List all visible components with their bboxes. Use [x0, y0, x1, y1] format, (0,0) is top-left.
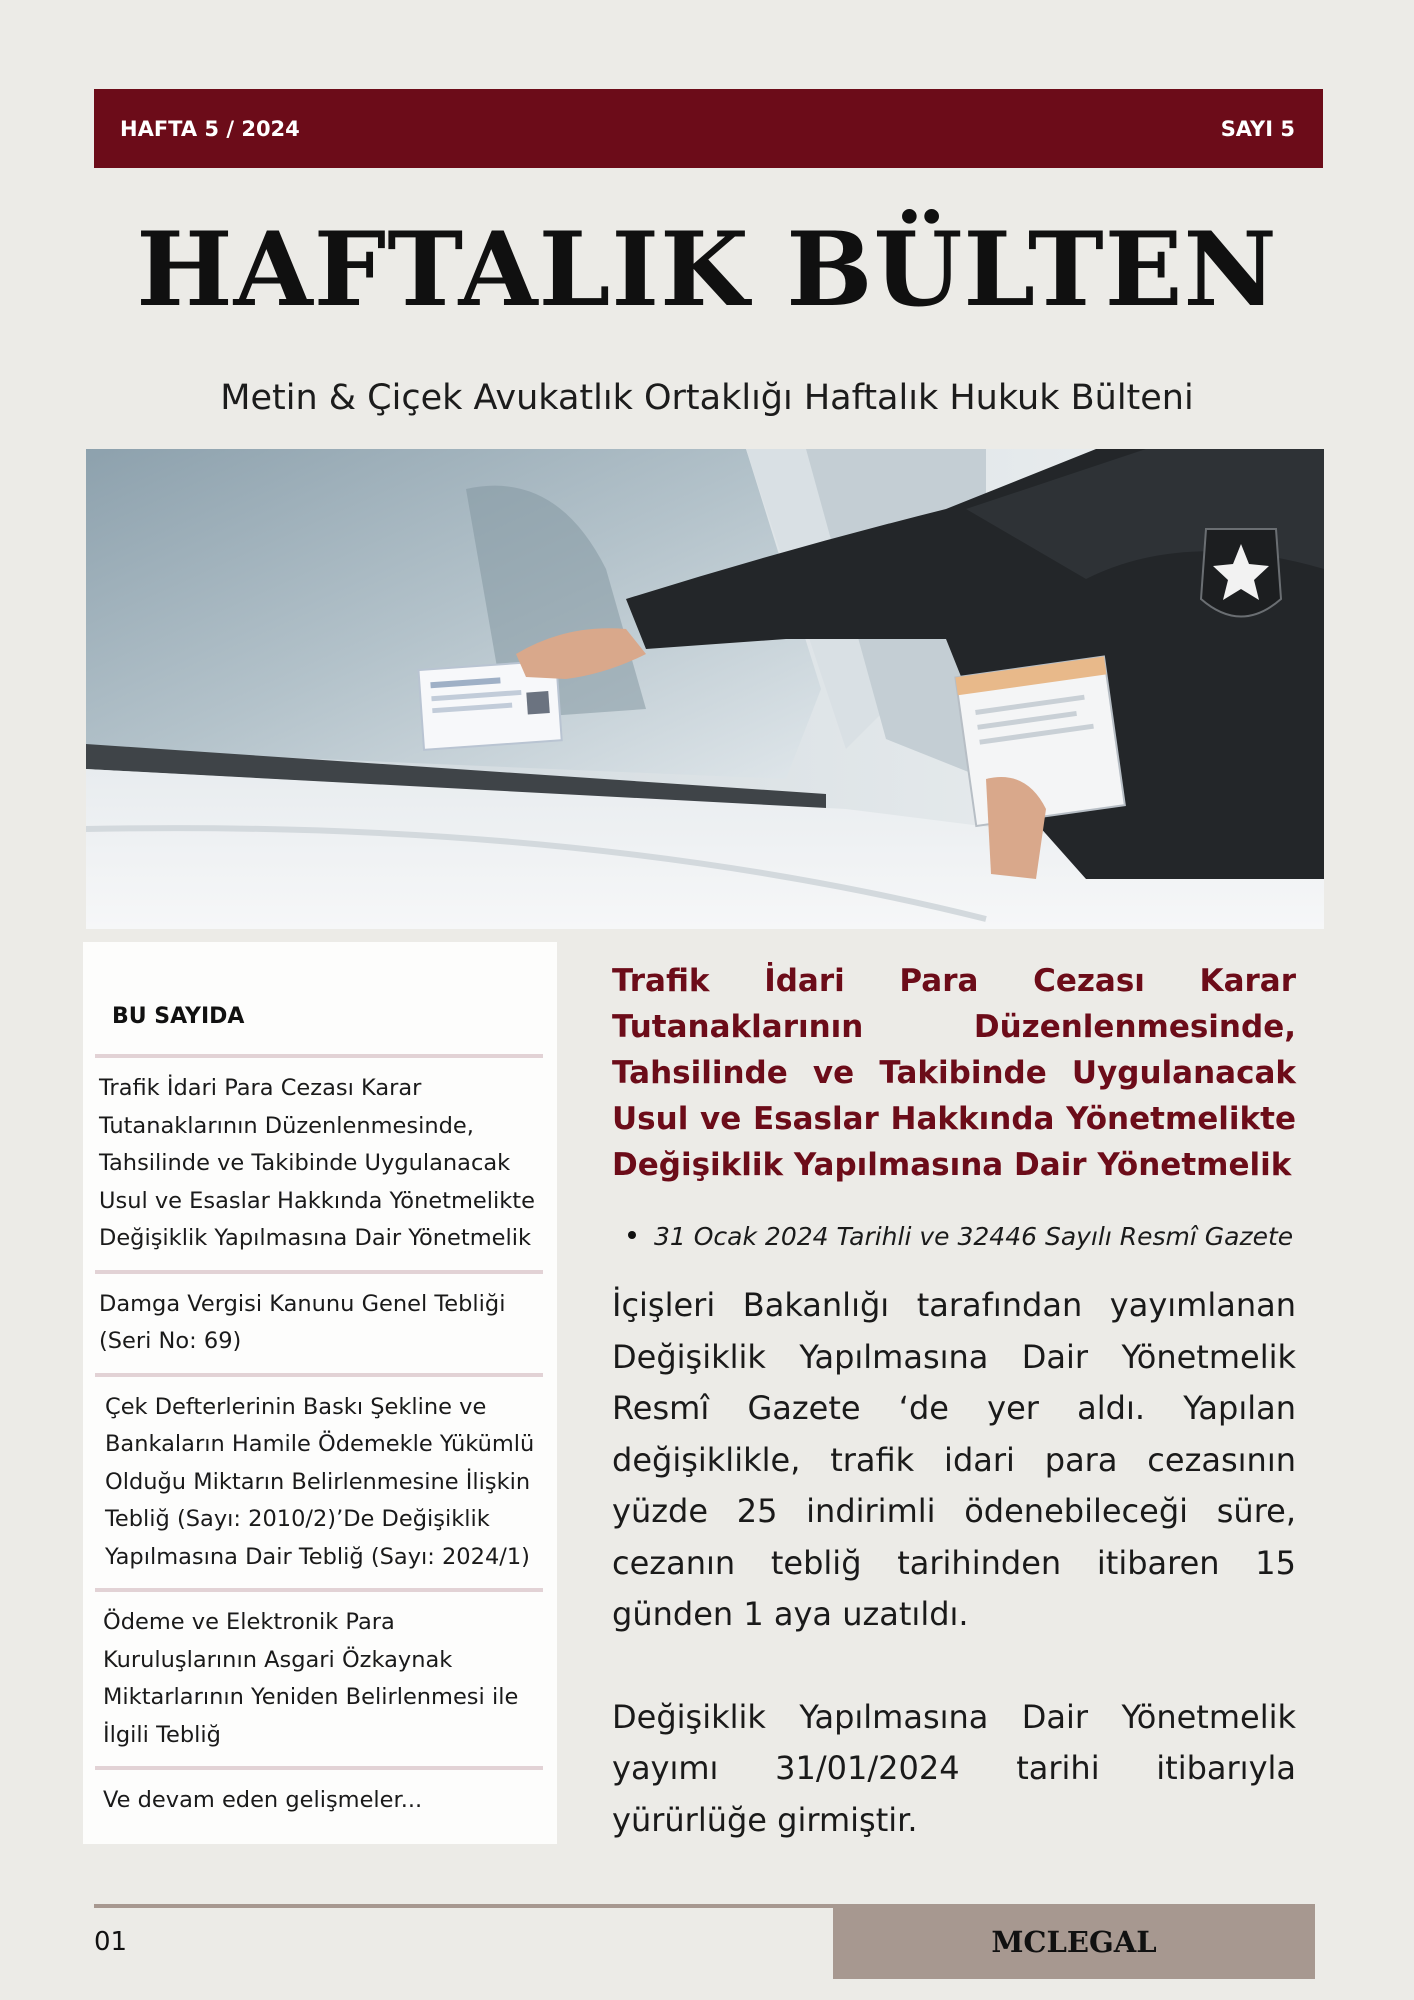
article-paragraph: İçişleri Bakanlığı tarafından yayımlanan Değişiklik Yapılmasına Dair Yönetmelik Resmî Gazete ‘de yer aldı. Yapılan değişiklikle, trafik idari para cezasının yüzde 25 indirimli ödenebileceği süre, cezanın tebliğ tarihinden itibaren 15 günden 1 aya uzatıldı. [612, 1286, 1296, 1633]
sidebar-item-line: Değişiklik Yapılmasına Dair Yönetmelik [99, 1225, 531, 1251]
article-source-text: 31 Ocak 2024 Tarihli ve 32446 Sayılı Resmî Gazete [654, 1222, 1294, 1251]
issue-label: SAYI 5 [1220, 116, 1295, 141]
sidebar-item-line: Tebliğ (Sayı: 2010/2)’De Değişiklik [105, 1506, 490, 1532]
in-this-issue-sidebar [83, 942, 557, 1844]
sidebar-item-line: Damga Vergisi Kanunu Genel Tebliği [99, 1290, 506, 1317]
footer-brand-box [833, 1904, 1315, 1979]
sidebar-item-line: Kuruluşlarının Asgari Özkaynak [103, 1646, 453, 1673]
sidebar-item-line: Tahsilinde ve Takibinde Uygulanacak [99, 1150, 511, 1176]
page-number: 01 [94, 1927, 128, 1957]
sidebar-item-line: (Seri No: 69) [99, 1328, 242, 1354]
sidebar-item-line: Trafik İdari Para Cezası Karar [99, 1075, 422, 1101]
sidebar-item-traffic-regulation[interactable] [95, 1054, 543, 1270]
sidebar-item-line: Olduğu Miktarın Belirlenmesine İlişkin [105, 1468, 531, 1495]
article-paragraph: Değişiklik Yapılmasına Dair Yönetmelik yayımı 31/01/2024 tarihi itibarıyla yürürlüğe girmiştir. [612, 1697, 1296, 1839]
sidebar-item-line: Bankaların Hamile Ödemekle Yükümlü [105, 1431, 535, 1457]
sidebar-item-line: İlgili Tebliğ [103, 1721, 221, 1748]
sidebar-item-more[interactable] [95, 1766, 543, 1832]
article-source-bullet [628, 1222, 1318, 1251]
masthead-title: HAFTALIK BÜLTEN [136, 210, 1278, 330]
sidebar-item-line: Çek Defterlerinin Baskı Şekline ve [105, 1393, 487, 1420]
sidebar-title: BU SAYIDA [112, 1004, 245, 1029]
article-body [612, 1280, 1296, 1846]
sidebar-item-line: Usul ve Esaslar Hakkında Yönetmelikte [99, 1187, 535, 1214]
hero-image-traffic-officer [86, 449, 1324, 929]
week-label: HAFTA 5 / 2024 [120, 116, 300, 141]
sidebar-item-line: Yapılmasına Dair Tebliğ (Sayı: 2024/1) [105, 1543, 530, 1570]
masthead-subtitle: Metin & Çiçek Avukatlık Ortaklığı Haftalık Hukuk Bülteni [220, 378, 1194, 418]
issue-header-bar [94, 89, 1323, 168]
sidebar-item-payment-institutions[interactable] [95, 1588, 543, 1766]
sidebar-item-line: Tutanaklarının Düzenlenmesinde, [99, 1112, 474, 1139]
sidebar-item-cheque-books[interactable] [95, 1373, 543, 1589]
sidebar-item-line: Ve devam eden gelişmeler... [103, 1787, 423, 1813]
sidebar-item-line: Miktarlarının Yeniden Belirlenmesi ile [103, 1684, 519, 1710]
bullet-dot-icon [628, 1231, 636, 1239]
sidebar-item-stamp-tax[interactable] [95, 1270, 543, 1373]
sidebar-list [95, 1054, 543, 1832]
article-title: Trafik İdari Para Cezası Karar Tutanaklarının Düzenlenmesinde, Tahsilinde ve Takibinde Uygulanacak Usul ve Esaslar Hakkında Yönetmelikte Değişiklik Yapılmasına Dair Yönetmelik [612, 963, 1296, 1183]
sidebar-item-line: Ödeme ve Elektronik Para [103, 1609, 395, 1635]
brand-name: MCLEGAL [991, 1924, 1157, 1959]
